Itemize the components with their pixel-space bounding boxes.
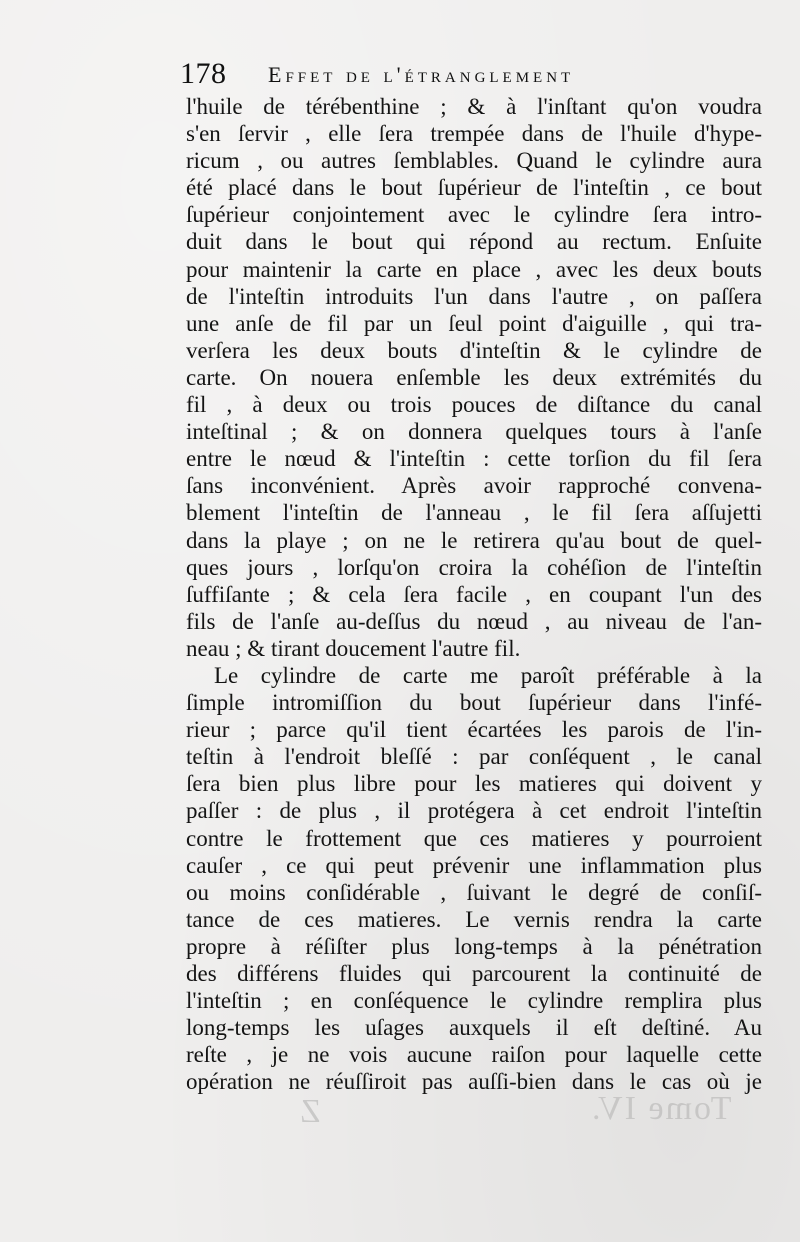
- text-line: entre le nœud & l'inteſtin : cette torſion du fil ſera: [186, 446, 762, 472]
- page-number: 178: [180, 57, 227, 90]
- paragraph-end-line: neau ; & tirant doucement l'autre fil.: [186, 635, 521, 661]
- text-line: inteſtinal ; & on donnera quelques tours à l'anſe: [186, 419, 762, 445]
- bleed-through-signature-mark: Z: [300, 1093, 321, 1130]
- text-line: pour maintenir la carte en place , avec les deux bouts: [186, 256, 762, 282]
- text-line: ques jours , lorſqu'on croira la cohéſion de l'inteſtin: [186, 554, 762, 580]
- text-line: ſupérieur conjointement avec le cylindre ſera intro-: [186, 202, 762, 228]
- text-line: verſera les deux bouts d'inteſtin & le cylindre de: [186, 337, 762, 363]
- text-line: cauſer , ce qui peut prévenir une inflammation plus: [186, 852, 762, 878]
- text-line: ſimple intromiſſion du bout ſupérieur dans l'infé-: [186, 690, 762, 716]
- text-line: contre le frottement que ces matieres y pourroient: [186, 825, 762, 851]
- paragraph-start-line: Le cylindre de carte me paroît préférable à la: [214, 662, 762, 688]
- text-line: carte. On nouera enſemble les deux extrémités du: [186, 364, 762, 390]
- text-line: reſte , je ne vois aucune raiſon pour laquelle cette: [186, 1042, 762, 1068]
- text-line: dans la playe ; on ne le retirera qu'au bout de quel-: [186, 527, 762, 553]
- page-header: [180, 58, 680, 90]
- text-line: des différens fluides qui parcourent la continuité de: [186, 961, 762, 986]
- text-line: opération ne réuſſiroit pas auſſi-bien dans le cas où je: [186, 1069, 762, 1095]
- running-head: Effet de l'étranglement: [268, 62, 575, 87]
- text-line: fil , à deux ou trois pouces de diſtance du canal: [186, 392, 762, 418]
- text-line: paſſer : de plus , il protégera à cet endroit l'inteſtin: [186, 798, 762, 824]
- text-line: une anſe de fil par un ſeul point d'aiguille , qui tra-: [186, 310, 762, 336]
- text-line: blement l'inteſtin de l'anneau , le fil ſera aſſujetti: [186, 500, 762, 526]
- body-text: [186, 93, 762, 1095]
- text-line: de l'inteſtin introduits l'un dans l'autre , on paſſera: [186, 283, 762, 309]
- text-line: ſuffiſante ; & cela ſera facile , en coupant l'un des: [186, 581, 762, 607]
- text-line: ſera bien plus libre pour les matieres qui doivent y: [186, 771, 762, 797]
- text-line: propre à réſiſter plus long-temps à la pénétration: [186, 933, 762, 959]
- text-line: été placé dans le bout ſupérieur de l'inteſtin , ce bout: [186, 175, 762, 201]
- text-line: duit dans le bout qui répond au rectum. Enſuite: [186, 229, 762, 255]
- text-line: l'huile de térébenthine ; & à l'inſtant qu'on voudra: [186, 94, 762, 119]
- text-line: teſtin à l'endroit bleſſé : par conſéquent , le canal: [186, 744, 762, 770]
- text-line: long-temps les uſages auxquels il eſt deſtiné. Au: [186, 1015, 762, 1041]
- text-line: tance de ces matieres. Le vernis rendra la carte: [186, 906, 762, 932]
- text-line: ſans inconvénient. Après avoir rapproché convena-: [186, 473, 762, 499]
- bleed-through-tome-mark: Tome IV.: [590, 1090, 732, 1127]
- text-line: ricum , ou autres ſemblables. Quand le cylindre aura: [186, 148, 762, 174]
- text-line: s'en ſervir , elle ſera trempée dans de l'huile d'hype-: [186, 121, 762, 147]
- text-line: rieur ; parce qu'il tient écartées les parois de l'in-: [186, 717, 762, 743]
- text-line: fils de l'anſe au-deſſus du nœud , au niveau de l'an-: [186, 608, 762, 634]
- text-line: ou moins conſidérable , ſuivant le degré de conſiſ-: [186, 879, 762, 905]
- text-line: l'inteſtin ; en conſéquence le cylindre remplira plus: [186, 988, 762, 1014]
